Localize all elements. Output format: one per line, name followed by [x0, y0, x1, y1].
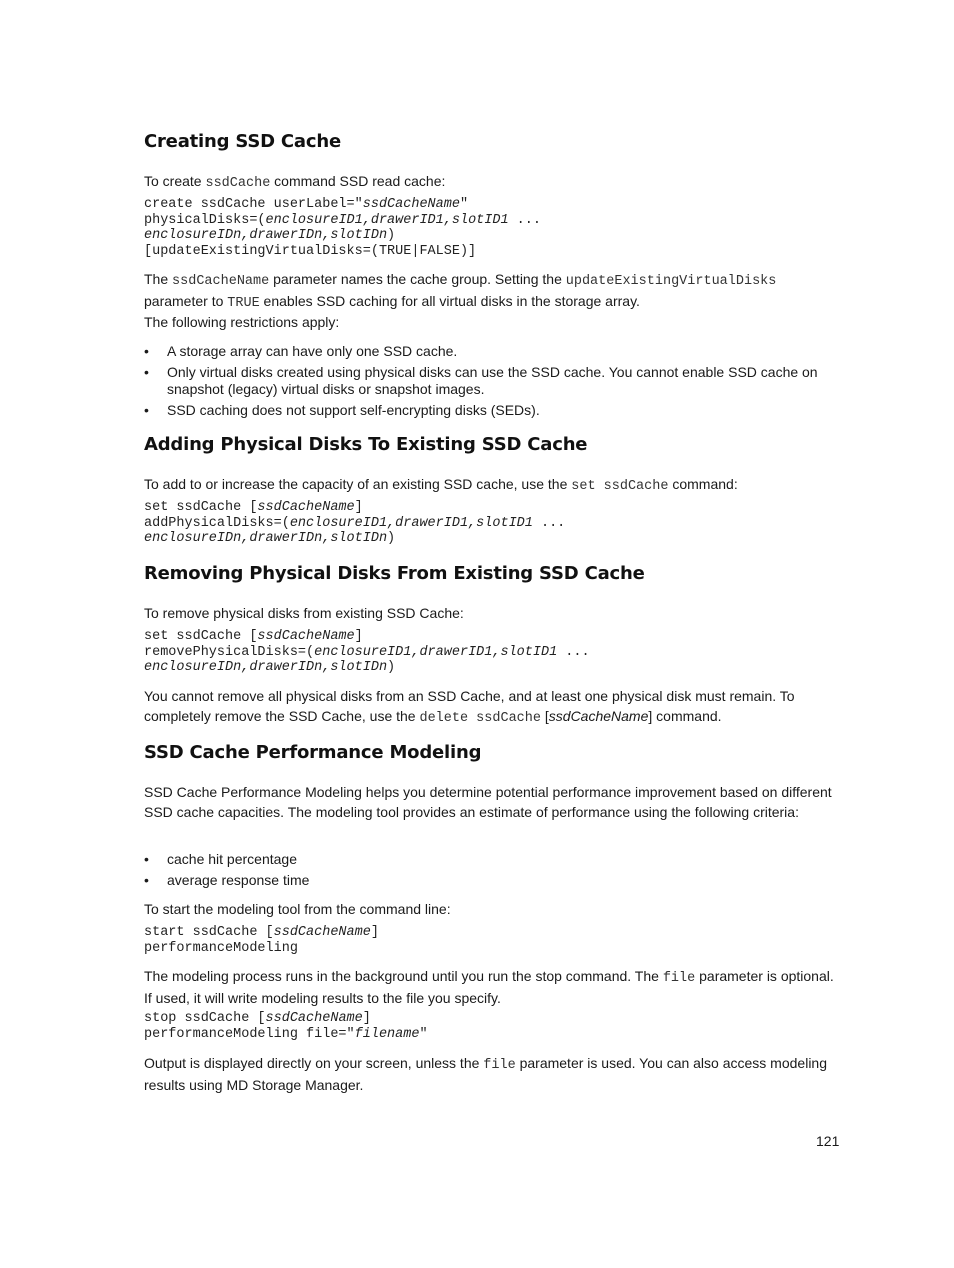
code-text: stop ssdCache [: [144, 1011, 266, 1026]
bullet: •: [144, 872, 149, 888]
code-text: ...: [508, 212, 541, 228]
text: The: [144, 271, 173, 287]
bullet: •: [144, 343, 149, 359]
text: You cannot remove all physical disks from an SSD Cache, and at least one physical disk must remain. To completely remove the SSD Cache, use the: [144, 688, 795, 724]
inline-code: TRUE: [227, 295, 260, 311]
modeling-para2: To start the modeling tool from the command line:: [144, 901, 451, 917]
list-item: [144, 851, 834, 868]
code-text: ]: [354, 629, 363, 644]
code-text: ): [387, 660, 396, 675]
code-italic: ssdCacheName: [362, 197, 460, 212]
heading-performance-modeling: SSD Cache Performance Modeling: [144, 742, 482, 763]
inline-code: ssdCache: [205, 176, 271, 191]
list-item-text: SSD caching does not support self-encrypting disks (SEDs).: [167, 402, 540, 418]
code-italic: ssdCacheName: [257, 500, 355, 515]
modeling-code-block-stop: [144, 1011, 428, 1042]
text: parameter names the cache group. Setting the: [269, 271, 566, 287]
list-item-text: average response time: [167, 872, 310, 888]
text: Output is displayed directly on your screen, unless the: [144, 1055, 484, 1071]
code-italic: enclosureIDn,drawerIDn,slotIDn: [144, 228, 388, 243]
removing-code-block: [144, 629, 590, 676]
text: To add to or increase the capacity of an existing SSD cache, use the: [144, 476, 572, 492]
text: command:: [668, 476, 738, 492]
code-italic: enclosureIDn,drawerIDn,slotIDn: [144, 660, 388, 675]
code-text: start ssdCache [: [144, 925, 274, 940]
inline-code: file: [662, 971, 696, 986]
text: To create: [144, 173, 206, 189]
bullet: •: [144, 402, 149, 418]
removing-intro: To remove physical disks from existing SSD Cache:: [144, 605, 464, 621]
modeling-code-block-start: [144, 925, 379, 956]
text: The modeling process runs in the background until you run the stop command. The: [144, 968, 663, 984]
create-code-block: [144, 197, 541, 259]
code-text: ): [387, 228, 396, 243]
code-italic: ssdCacheName: [273, 925, 371, 940]
code-text: ]: [370, 925, 379, 940]
code-text: performanceModeling: [144, 940, 298, 956]
bullet: •: [144, 851, 149, 867]
modeling-para1: SSD Cache Performance Modeling helps you determine potential performance improvement based on different SSD cache capacities. The modeling tool provides an estimate of performance using the following criteria:: [144, 784, 832, 820]
restrictions-list: [144, 343, 834, 419]
text: enables SSD caching for all virtual disks in the storage array.: [259, 292, 640, 309]
code-text: performanceModeling file=": [144, 1026, 355, 1042]
code-text: removePhysicalDisks=(: [144, 644, 315, 660]
code-italic: enclosureID1,drawerID1,slotID1: [289, 515, 533, 531]
heading-adding-physical-disks: Adding Physical Disks To Existing SSD Cache: [144, 434, 588, 455]
heading-removing-physical-disks: Removing Physical Disks From Existing SSD Cache: [144, 563, 645, 584]
code-text: create ssdCache userLabel=": [144, 197, 363, 212]
text: command SSD read cache:: [270, 173, 446, 189]
code-text: ): [387, 531, 396, 546]
inline-code: updateExistingVirtualDisks: [565, 274, 777, 289]
page-number: 121: [816, 1133, 840, 1149]
text: parameter to: [144, 292, 228, 309]
code-italic: ssdCacheName: [257, 629, 355, 644]
inline-code: ssdCacheName: [172, 274, 270, 289]
list-item-text: cache hit percentage: [167, 851, 297, 867]
code-text: ...: [557, 644, 590, 660]
code-italic: filename: [354, 1026, 420, 1042]
criteria-list: [144, 851, 834, 889]
text: parameter is used. You can also access modeling results using MD Storage Manager.: [144, 1055, 827, 1093]
adding-code-block: [144, 500, 565, 547]
list-item-text: Only virtual disks created using physical disks can use the SSD cache. You cannot enable SSD cache on snapshot (legacy) virtual disks or snapshot images.: [167, 364, 818, 397]
code-text: ]: [354, 500, 363, 515]
create-para1: [144, 270, 834, 313]
inline-code: file: [483, 1058, 516, 1073]
code-text: set ssdCache [: [144, 500, 258, 515]
code-italic: enclosureID1,drawerID1,slotID1: [314, 644, 558, 660]
create-para2: The following restrictions apply:: [144, 314, 340, 330]
modeling-para3: [144, 967, 834, 1008]
list-item: [144, 364, 834, 398]
modeling-para4: [144, 1054, 834, 1095]
code-text: ...: [532, 515, 566, 531]
text: ] command.: [648, 707, 722, 724]
code-text: physicalDisks=(: [144, 212, 266, 228]
heading-creating-ssd-cache: Creating SSD Cache: [144, 131, 341, 152]
removing-para: [144, 687, 834, 728]
inline-code: set ssdCache: [571, 479, 669, 494]
list-item-text: A storage array can have only one SSD cache.: [167, 343, 458, 359]
code-text: ]: [362, 1011, 371, 1026]
code-text: [updateExistingVirtualDisks=(TRUE|FALSE)]: [144, 243, 477, 259]
bullet: •: [144, 364, 149, 380]
list-item: [144, 343, 834, 360]
list-item: [144, 872, 834, 889]
text: parameter is optional. If used, it will write modeling results to the file you specify.: [144, 968, 834, 1006]
code-text: addPhysicalDisks=(: [144, 515, 290, 531]
code-text: ": [459, 197, 469, 212]
code-text: set ssdCache [: [144, 629, 258, 644]
code-text: ": [419, 1026, 428, 1042]
list-item: [144, 402, 834, 419]
italic-text: ssdCacheName: [548, 707, 649, 724]
text: [: [541, 707, 549, 724]
code-italic: ssdCacheName: [265, 1011, 363, 1026]
code-italic: enclosureID1,drawerID1,slotID1: [265, 212, 509, 228]
create-intro: [144, 172, 834, 194]
adding-intro: [144, 475, 834, 497]
inline-code: delete ssdCache: [419, 710, 541, 726]
code-italic: enclosureIDn,drawerIDn,slotIDn: [144, 531, 388, 546]
